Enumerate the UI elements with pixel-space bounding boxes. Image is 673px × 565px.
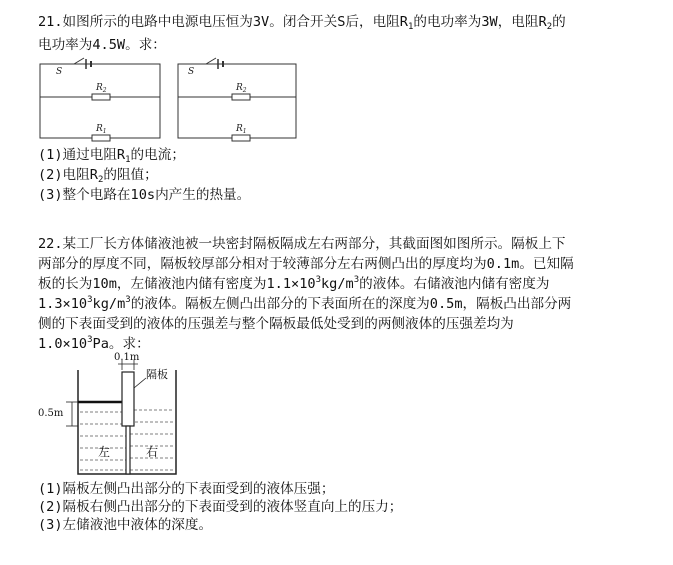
label-right: 右 [146,445,159,459]
q22-line-6: $1.0\times 10^3Pa$。求： [38,335,150,352]
label-0-5m: 0.5m [38,408,64,419]
q22-part-1: (1)隔板左侧凸出部分的下表面受到的液体压强； [38,481,335,497]
q22-line-2: 两部分的厚度不同，隔板较厚部分相对于较薄部分左右两侧凸出的厚度均为0.1m。已知隔 [38,256,574,272]
q21-part-3: (3)整个电路在10s内产生的热量。 [38,187,251,203]
label-0-1m: 0.1m [114,352,140,363]
label-partition: 隔板 [146,368,168,381]
q22-part-2: (2)隔板右侧凸出部分的下表面受到的液体竖直向上的压力； [38,499,403,515]
q21-circuit-figures [38,56,300,144]
q22-tank-figure [38,352,188,478]
q21-part-1: (1)通过电阻$R_1$的电流； [38,147,185,165]
q22-line-3: 板的长为10m，左储液池内储有密度为$1.1\times 10^3kg/m^3$的液体。右储液池内储有密度为 [38,275,550,292]
q22-line-1: 22.某工厂长方体储液池被一块密封隔板隔成左右两部分，其截面图如图所示。隔板上下 [38,236,566,252]
r1-label-left: $R_1$ [96,124,107,135]
q21-line-1: 21.如图所示的电路中电源电压恒为3V。闭合开关S后，电阻$R_1$的电功率为3W，电阻$R_2$的 [38,14,566,32]
partition-thick [122,372,134,426]
r2-label-right: $R_2$ [236,83,247,94]
switch-label-right: S [188,67,195,77]
q22-line-4: $1.3\times 10^3kg/m^3$的液体。隔板左侧凸出部分的下表面所在的深度为0.5m，隔板凸出部分两 [38,295,572,312]
r2-label-left: $R_2$ [96,83,107,94]
partition-thin [126,426,130,474]
q22-line-5: 侧的下表面受到的液体的压强差与整个隔板最低处受到的两侧液体的压强差均为 [38,316,514,332]
switch-label-left: S [56,67,63,77]
r1-label-right: $R_1$ [236,124,247,135]
q21-line-2: 电功率为4.5W。求： [38,37,166,53]
q21-part-2: (2)电阻$R_2$的阻值； [38,167,158,185]
label-left: 左 [98,445,111,459]
q22-part-3: (3)左储液池中液体的深度。 [38,517,213,533]
